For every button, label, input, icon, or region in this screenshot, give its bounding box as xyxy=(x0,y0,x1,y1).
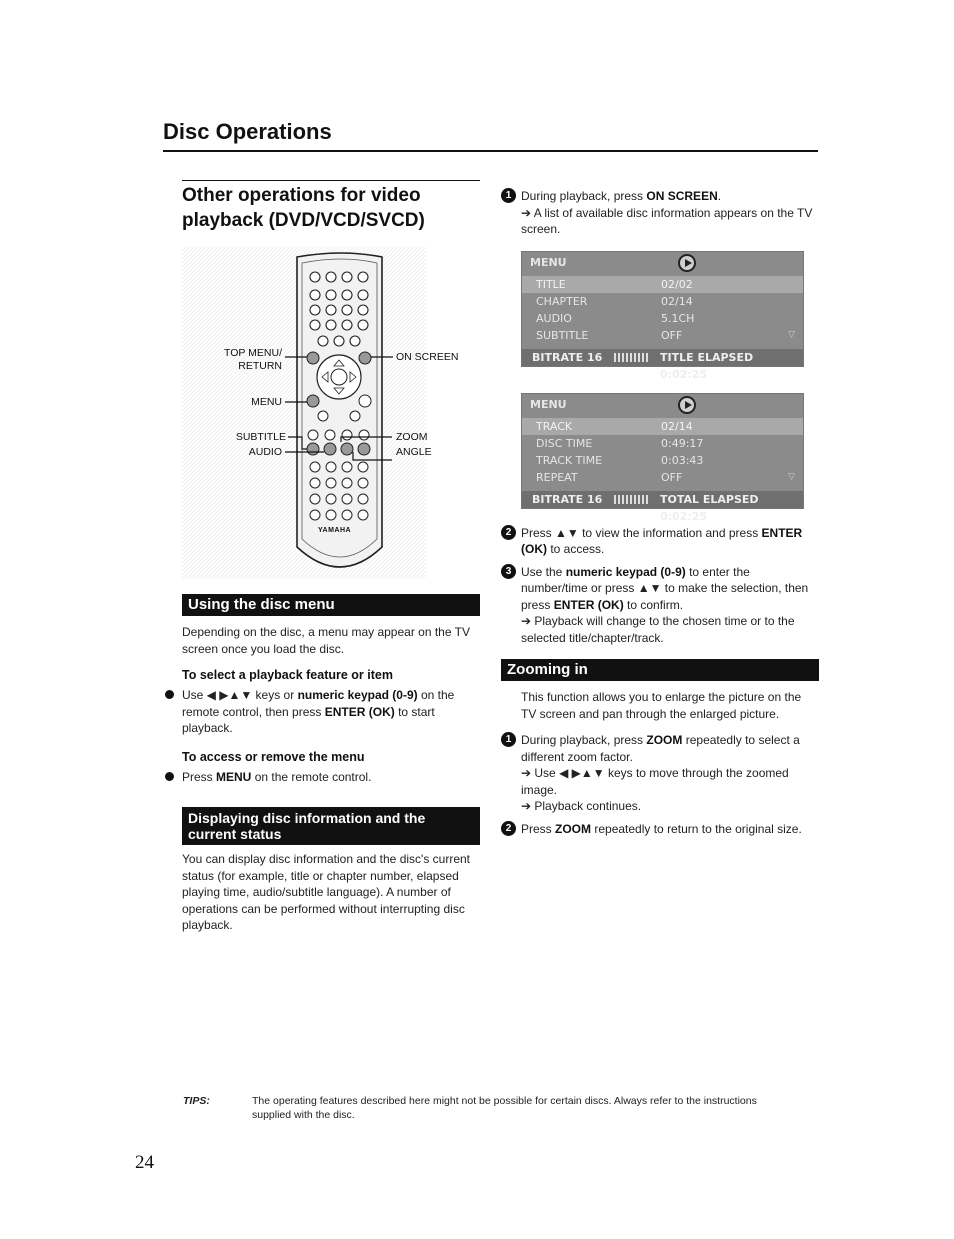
osd-row xyxy=(522,327,803,344)
osd-row xyxy=(522,469,803,486)
osd-status-bar xyxy=(522,491,803,523)
label-return-text: RETURN xyxy=(238,360,282,372)
right-column xyxy=(501,188,819,837)
bullet-dot xyxy=(165,690,174,699)
step2-bold-1: ENTER (OK) xyxy=(521,525,803,556)
step-number: 1 xyxy=(501,732,516,747)
access-text-1: Press xyxy=(182,769,217,784)
brand-logo: YAMAHA xyxy=(318,527,352,534)
osd-value: 0:49:17 xyxy=(661,436,704,450)
zoom-step2-text-2: repeatedly to return to the original size. xyxy=(591,821,802,836)
label-angle: ANGLE xyxy=(396,446,432,458)
step2-text-2: to access. xyxy=(547,542,605,556)
bullet-dot xyxy=(165,772,174,781)
osd-elapsed: TOTAL ELAPSED 0:02:25 xyxy=(660,492,759,523)
display-info-text: You can display disc information and the disc's current status (for example, title or chapter number, elapsed playing time, audio/subtitle language). A number of operations can be performed without interrupting disc playback. xyxy=(182,852,471,932)
step1-text-1: During playback, press xyxy=(521,189,647,203)
osd-value: 02/14 xyxy=(661,294,693,308)
select-bold-1: numeric keypad (0-9) xyxy=(297,688,418,702)
step3-text-1: Use the xyxy=(521,564,566,579)
select-text-2: on the remote control, then press xyxy=(182,688,455,719)
step1-text-2: . xyxy=(717,189,722,203)
osd-row xyxy=(522,452,803,469)
zoom-step1-bold-1: ZOOM xyxy=(646,733,683,747)
remote-illustration xyxy=(182,247,459,579)
osd-menu-tab: MENU xyxy=(530,255,567,269)
osd-screen-title xyxy=(521,251,804,381)
step3-bold-1: numeric keypad (0-9) xyxy=(565,564,686,579)
left-column xyxy=(182,180,480,934)
osd-elapsed: TITLE ELAPSED 0:02:25 xyxy=(660,350,754,381)
zoom-step1-result-2: ➔ Playback continues. xyxy=(521,799,642,813)
step1-bold-1: ON SCREEN xyxy=(646,189,718,203)
osd-key: TITLE xyxy=(536,277,566,291)
osd-row xyxy=(522,293,803,310)
zooming-intro: This function allows you to enlarge the picture on the TV screen and pan through the enlarged picture. xyxy=(521,690,802,721)
step3-text-3: to confirm. xyxy=(623,597,684,612)
tips-label: TIPS: xyxy=(183,1095,210,1107)
osd-row xyxy=(522,435,803,452)
osd-value: 5.1CH xyxy=(661,311,695,325)
zoom-step-2 xyxy=(501,821,819,838)
osd-bitrate: BITRATE 16 xyxy=(532,350,603,364)
using-menu-intro: Depending on the disc, a menu may appear on the TV screen once you load the disc. xyxy=(182,625,470,656)
osd-key: SUBTITLE xyxy=(536,328,589,342)
osd-key: TRACK TIME xyxy=(536,453,603,467)
section-title: Other operations for video playback (DVD/VCD/SVCD) xyxy=(182,180,480,233)
select-text-1: Use ◀ ▶▲▼ keys or xyxy=(182,688,298,702)
tips-text: The operating features described here might not be possible for certain discs. Always refer to the instructions supplied with the disc. xyxy=(252,1095,757,1121)
step-number: 2 xyxy=(501,525,516,540)
zoom-step1-text-1: During playback, press xyxy=(521,733,647,747)
page-number: 24 xyxy=(135,1152,154,1173)
select-feature-bullet xyxy=(182,687,480,737)
display-info-heading: Displaying disc information and the current status xyxy=(182,807,480,845)
scroll-down-icon: ▽ xyxy=(788,329,795,340)
page-title: Disc Operations xyxy=(163,119,332,144)
step1-result: ➔ A list of available disc information appears on the TV screen. xyxy=(521,205,813,236)
disc-play-icon xyxy=(678,254,696,272)
label-on-screen: ON SCREEN xyxy=(396,351,459,363)
osd-bitrate: BITRATE 16 xyxy=(532,492,603,506)
label-audio: AUDIO xyxy=(248,446,282,458)
access-menu-bullet xyxy=(182,769,480,786)
bitrate-meter-icon xyxy=(614,353,650,362)
step-number: 2 xyxy=(501,821,516,836)
step3-result: ➔ Playback will change to the chosen time or to the selected title/chapter/track. xyxy=(521,614,795,645)
osd-value: 0:03:43 xyxy=(661,453,704,467)
osd-screen-track xyxy=(521,393,804,523)
access-text-2: on the remote control. xyxy=(251,769,372,784)
osd-key: DISC TIME xyxy=(536,436,593,450)
zoom-step-1 xyxy=(501,732,819,815)
zoom-step2-bold-1: ZOOM xyxy=(555,821,592,836)
osd-status-bar xyxy=(522,349,803,381)
remote-control-image xyxy=(182,247,426,579)
zoom-step2-text-1: Press xyxy=(521,821,556,836)
osd-rows xyxy=(522,276,803,344)
scroll-down-icon: ▽ xyxy=(788,471,795,482)
label-menu: MENU xyxy=(251,396,282,408)
osd-value: 02/14 xyxy=(661,419,693,433)
osd-key: CHAPTER xyxy=(536,294,588,308)
select-feature-heading: To select a playback feature or item xyxy=(182,668,393,682)
step3-bold-2: ENTER (OK) xyxy=(553,597,624,612)
osd-row xyxy=(522,310,803,327)
step-2 xyxy=(501,525,819,558)
osd-value: OFF xyxy=(661,328,683,342)
osd-row xyxy=(522,418,803,435)
zoom-step1-result-1: ➔ Use ◀ ▶▲▼ keys to move through the zoomed image. xyxy=(521,766,789,797)
osd-rows xyxy=(522,418,803,486)
using-disc-menu-heading: Using the disc menu xyxy=(182,594,480,616)
step2-text-1: Press ▲▼ to view the information and press xyxy=(521,525,762,540)
zoom-step1-text-2: repeatedly to select a different zoom factor. xyxy=(521,733,800,764)
zooming-in-heading: Zooming in xyxy=(501,659,819,681)
label-top-menu xyxy=(220,347,282,373)
osd-key: REPEAT xyxy=(536,470,578,484)
osd-key: TRACK xyxy=(536,419,573,433)
page-header xyxy=(163,118,818,152)
step-number: 1 xyxy=(501,188,516,203)
label-top-menu-text: TOP MENU/ xyxy=(224,347,282,359)
osd-value: 02/02 xyxy=(661,277,693,291)
bitrate-meter-icon xyxy=(614,495,650,504)
access-menu-heading: To access or remove the menu xyxy=(182,749,365,764)
step-3 xyxy=(501,564,819,647)
osd-value: OFF xyxy=(661,470,683,484)
osd-menu-tab: MENU xyxy=(530,397,567,411)
select-text-3: to start playback. xyxy=(182,704,435,735)
osd-row xyxy=(522,276,803,293)
disc-play-icon xyxy=(678,396,696,414)
step-number: 3 xyxy=(501,564,516,579)
select-bold-2: ENTER (OK) xyxy=(324,704,395,719)
step-1 xyxy=(501,188,819,238)
access-bold-1: MENU xyxy=(216,769,252,784)
osd-key: AUDIO xyxy=(536,311,572,325)
label-subtitle: SUBTITLE xyxy=(235,431,286,443)
label-zoom: ZOOM xyxy=(396,431,428,443)
step3-text-2: to enter the number/time or press ▲▼ to make the selection, then press xyxy=(521,564,809,612)
